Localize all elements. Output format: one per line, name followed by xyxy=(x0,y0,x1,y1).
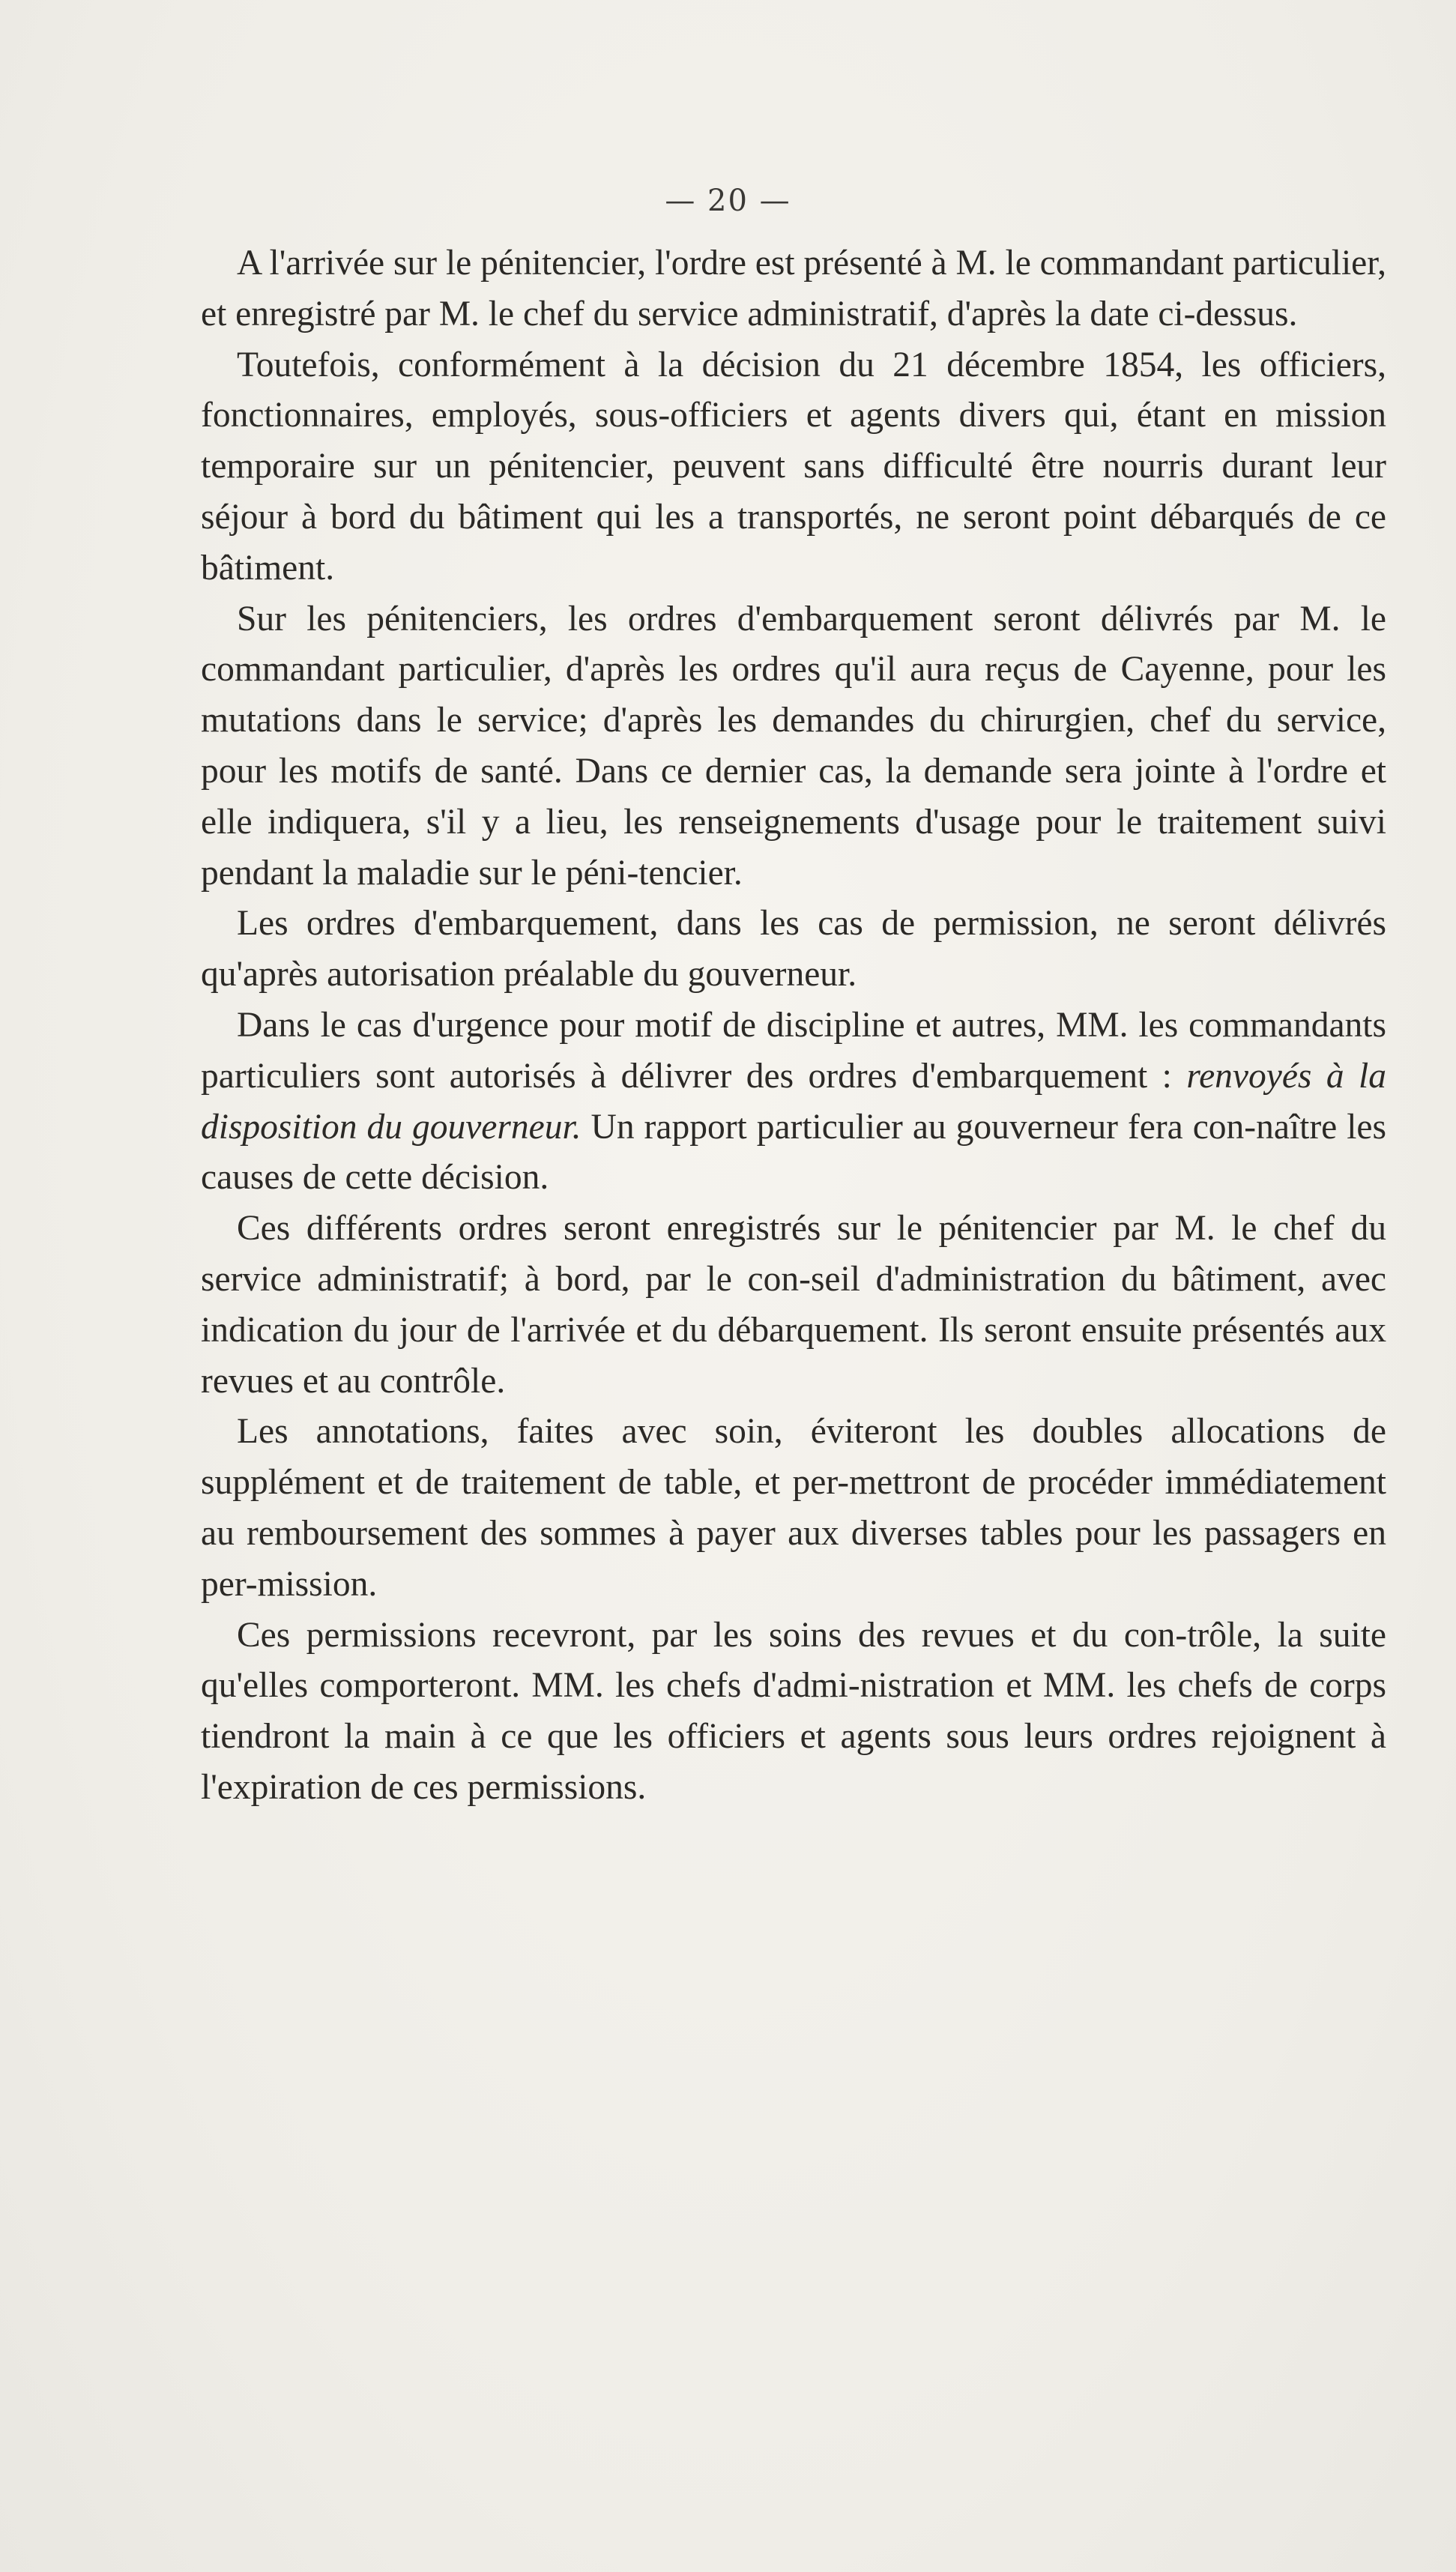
text-segment: Les annotations, faites avec soin, éviteront les doubles allocations de supplément et de traitement de table, et per-mettront de procéder immédiatement au remboursement des sommes à payer aux diverses tables pour les passagers en per-mission. xyxy=(201,1412,1386,1604)
text-segment: Un rapport particulier au gouverneur fera con-naître les causes de cette décision. xyxy=(201,1107,1386,1198)
paragraph-arrival xyxy=(201,238,1386,340)
text-segment: Ces permissions recevront, par les soins des revues et du con-trôle, la suite qu'elles comporteront. MM. les chefs d'admi-nistration et MM. les chefs de corps tiendront la main à ce que les officiers et agents sous leurs ordres rejoignent à l'expiration de ces permissions. xyxy=(201,1615,1386,1807)
text-segment: Les ordres d'embarquement, dans les cas de permission, ne seront délivrés qu'après autorisation préalable du gouverneur. xyxy=(201,904,1386,994)
body-text xyxy=(201,238,1386,1814)
text-segment: Sur les pénitenciers, les ordres d'embarquement seront délivrés par M. le commandant particulier, d'après les ordres qu'il aura reçus de Cayenne, pour les mutations dans le service; d'après les demandes du chirurgien, chef du service, pour les motifs de santé. Dans ce dernier cas, la demande sera jointe à l'ordre et elle indiquera, s'il y a lieu, les renseignements d'usage pour le traitement suivi pendant la maladie sur le péni-tencier. xyxy=(201,599,1386,893)
paragraph-permissions-follow-up xyxy=(201,1610,1386,1814)
paragraph-registration xyxy=(201,1204,1386,1407)
paragraph-decision-1854 xyxy=(201,340,1386,594)
text-segment: Toutefois, conformément à la décision du 21 décembre 1854, les officiers, fonctionnaires, employés, sous-officiers et agents divers qui, étant en mission temporaire sur un pénitencier, peuvent sans difficulté être nourris durant leur séjour à bord du bâtiment qui les a transportés, ne seront point débarqués de ce bâtiment. xyxy=(201,345,1386,588)
text-segment: A l'arrivée sur le pénitencier, l'ordre est présenté à M. le commandant particulier, et enregistré par M. le chef du service administratif, d'après la date ci-dessus. xyxy=(201,244,1387,333)
paragraph-embarkation-orders xyxy=(201,594,1386,899)
text-segment: Dans le cas d'urgence pour motif de discipline et autres, MM. les commandants particuliers sont autorisés à délivrer des ordres d'embarquement : xyxy=(201,1005,1386,1096)
italic-phrase: renvoyés à la disposition du gouverneur. xyxy=(201,1056,1386,1147)
paragraph-permission xyxy=(201,899,1386,1000)
page-number: — 20 — xyxy=(665,184,791,218)
paragraph-annotations xyxy=(201,1407,1386,1610)
text-segment: Ces différents ordres seront enregistrés sur le pénitencier par M. le chef du service administratif; à bord, par le con-seil d'administration du bâtiment, avec indication du jour de l'arrivée et du débarquement. Ils seront ensuite présentés aux revues et au contrôle. xyxy=(201,1209,1386,1401)
paragraph-urgency xyxy=(201,1000,1386,1204)
